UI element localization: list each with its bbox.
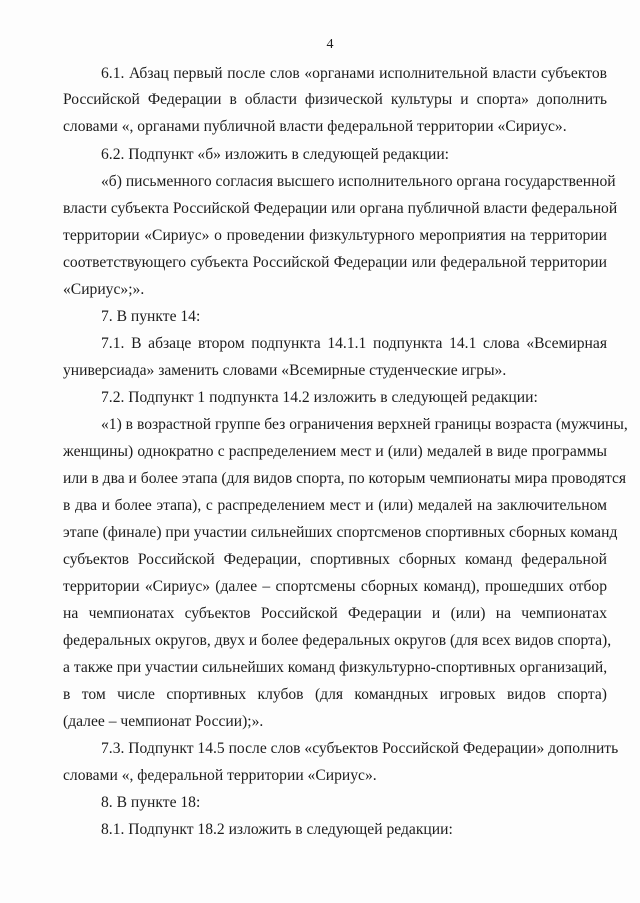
text-line: 7.2. Подпункт 1 подпункта 14.2 изложить в следующей редакции:	[101, 389, 538, 406]
text-line: женщины) однократно с распределением мест и (или) медалей в виде программы	[63, 443, 607, 460]
text-line: 7.1. В абзаце втором подпункта 14.1.1 подпункта 14.1 слова «Всемирная	[101, 335, 607, 352]
text-line: соответствующего субъекта Российской Федерации или федеральной территории	[63, 254, 607, 271]
text-line: словами «, федеральной территории «Сириус».	[63, 767, 377, 784]
text-line: в том числе спортивных клубов (для командных игровых видов спорта)	[63, 686, 607, 703]
page-number: 4	[326, 37, 334, 52]
text-line: «Сириус»;».	[63, 281, 145, 298]
text-line: 6.2. Подпункт «б» изложить в следующей редакции:	[101, 146, 450, 163]
text-line: 8. В пункте 18:	[101, 794, 201, 811]
text-line: Российской Федерации в области физической культуры и спорта» дополнить	[63, 91, 607, 108]
text-line: (далее – чемпионат России);».	[63, 713, 264, 730]
text-line: территории «Сириус» о проведении физкультурного мероприятия на территории	[63, 227, 607, 244]
text-line: на чемпионатах субъектов Российской Федерации и (или) на чемпионатах	[63, 605, 607, 622]
text-line: этапе (финале) при участии сильнейших спортсменов спортивных сборных команд	[63, 524, 618, 541]
text-line: федеральных округов, двух и более федеральных округов (для всех видов спорта),	[63, 632, 612, 649]
text-line: «б) письменного согласия высшего исполнительного органа государственной	[101, 173, 616, 190]
text-line: 6.1. Абзац первый после слов «органами исполнительной власти субъектов	[101, 65, 607, 82]
text-line: или в два и более этапа (для видов спорта, по которым чемпионаты мира проводятся	[63, 470, 627, 487]
text-line: территории «Сириус» (далее – спортсмены сборных команд), прошедших отбор	[63, 578, 607, 595]
text-line: «1) в возрастной группе без ограничения верхней границы возраста (мужчины,	[101, 416, 628, 433]
text-line: субъектов Российской Федерации, спортивных сборных команд федеральной	[63, 551, 607, 568]
text-line: универсиада» заменить словами «Всемирные студенческие игры».	[63, 362, 507, 379]
text-line: а также при участии сильнейших команд физкультурно-спортивных организаций,	[63, 659, 608, 676]
text-line: 7.3. Подпункт 14.5 после слов «субъектов Российской Федерации» дополнить	[101, 740, 619, 757]
text-line: 8.1. Подпункт 18.2 изложить в следующей редакции:	[101, 821, 453, 838]
text-line: власти субъекта Российской Федерации или органа публичной власти федеральной	[63, 200, 618, 217]
text-line: словами «, органами публичной власти федеральной территории «Сириус».	[63, 118, 567, 135]
text-line: 7. В пункте 14:	[101, 308, 201, 325]
text-line: в два и более этапа), с распределением мест и (или) медалей на заключительном	[63, 497, 607, 514]
